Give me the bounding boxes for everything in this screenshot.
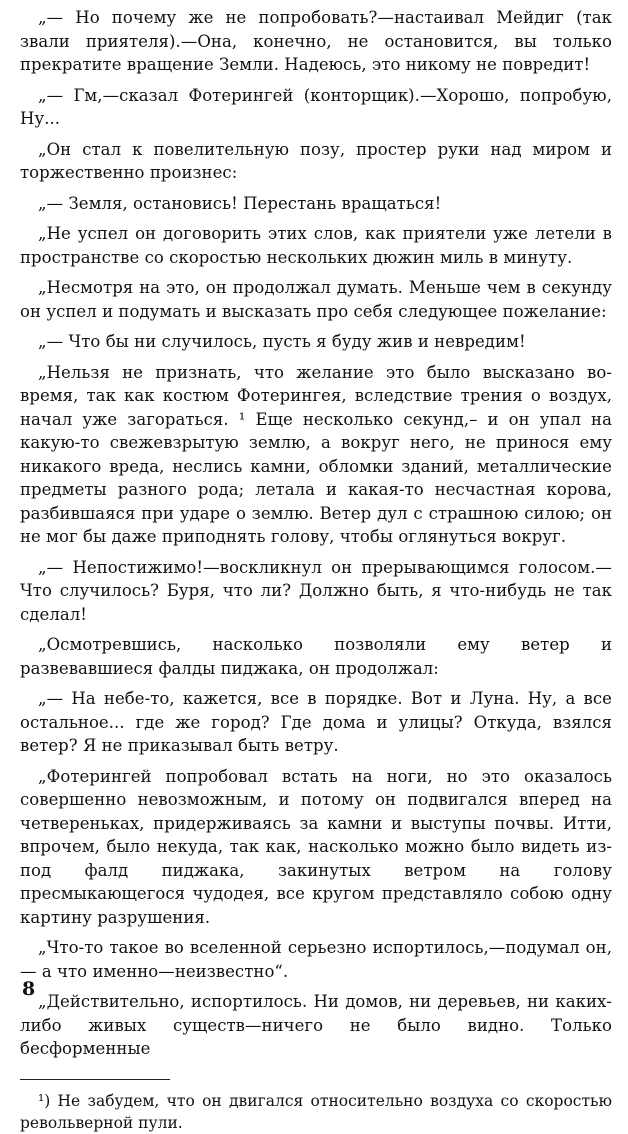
paragraph: „Несмотря на это, он продолжал думать. Меньше чем в секунду он успел и подумать и высказать про себя следующее пожелание: [20,278,612,321]
footnote: ¹) Не забудем, что он двигался относительно воздуха со скоростью револьверной пули. [20,1091,612,1132]
paragraph: „Фотерингей попробовал встать на ноги, но это оказалось совершенно невозможным, и потому он подвигался вперед на четвереньках, придерживаясь за камни и выступы почвы. Итти, впрочем, было некуда, так как, насколько можно было видеть из-под фалд пиджака, закинутых ветром на голову пресмыкающегося чудодея, все кругом представляло собою одну картину разрушения. [20,766,612,927]
paragraph: „Не успел он договорить этих слов, как приятели уже летели в пространстве со скоростью нескольких дюжин миль в минуту. [20,224,612,267]
page-body [20,6,612,1134]
paragraph: „— Гм,—сказал Фотерингей (конторщик).—Хорошо, попробую, Ну... [20,85,612,128]
paragraph: „— Непостижимо!—воскликнул он прерывающимся голосом.—Что случилось? Буря, что ли? Должно быть, я что-нибудь не так сделал! [20,557,612,624]
paragraph: „Что-то такое во вселенной серьезно испортилось,—подумал он,— а что именно—неизвестно“. [20,938,612,981]
paragraph: „Он стал к повелительную позу, простер руки над миром и торжественно произнес: [20,139,612,182]
paragraph: „— Земля, остановись! Перестань вращаться! [38,193,442,213]
page-number: 8 [22,978,36,1000]
paragraph: „— Что бы ни случилось, пусть я буду жив и невредим! [38,332,526,351]
paragraph: „— На небе-то, кажется, все в порядке. Вот и Луна. Ну, а все остальное... где же город? Где дома и улицы? Откуда, взялся ветер? Я не приказывал быть ветру. [20,689,612,755]
paragraph: „Нельзя не признать, что желание это было высказано во-время, так как костюм Фотерингея, вследствие трения о воздух, начал уже загораться. ¹ Еще несколько секунд,– и он упал на какую-то свежевзрытую землю, а вокруг него, не принося ему никакого вреда, неслись камни, обломки зданий, металлические предметы разного рода; летала и какая-то несчастная корова, разбившаяся при ударе о землю. Ветер дул с страшною силою; он не мог бы даже приподнять голову, чтобы оглянуться вокруг. [20,362,612,546]
footnote-divider [20,1079,170,1080]
paragraph: „Осмотревшись, насколько позволяли ему ветер и развевавшиеся фалды пиджака, он продолжал: [20,635,612,678]
paragraph: „Действительно, испортилось. Ни домов, ни деревьев, ни каких-либо живых существ—ничего не было видно. Только бесформенные [20,992,612,1058]
paragraph: „— Но почему же не попробовать?—настаивал Мейдиг (так звали приятеля).—Она, конечно, не остановится, вы только прекратите вращение Земли. Надеюсь, это никому не повредит! [20,8,612,74]
